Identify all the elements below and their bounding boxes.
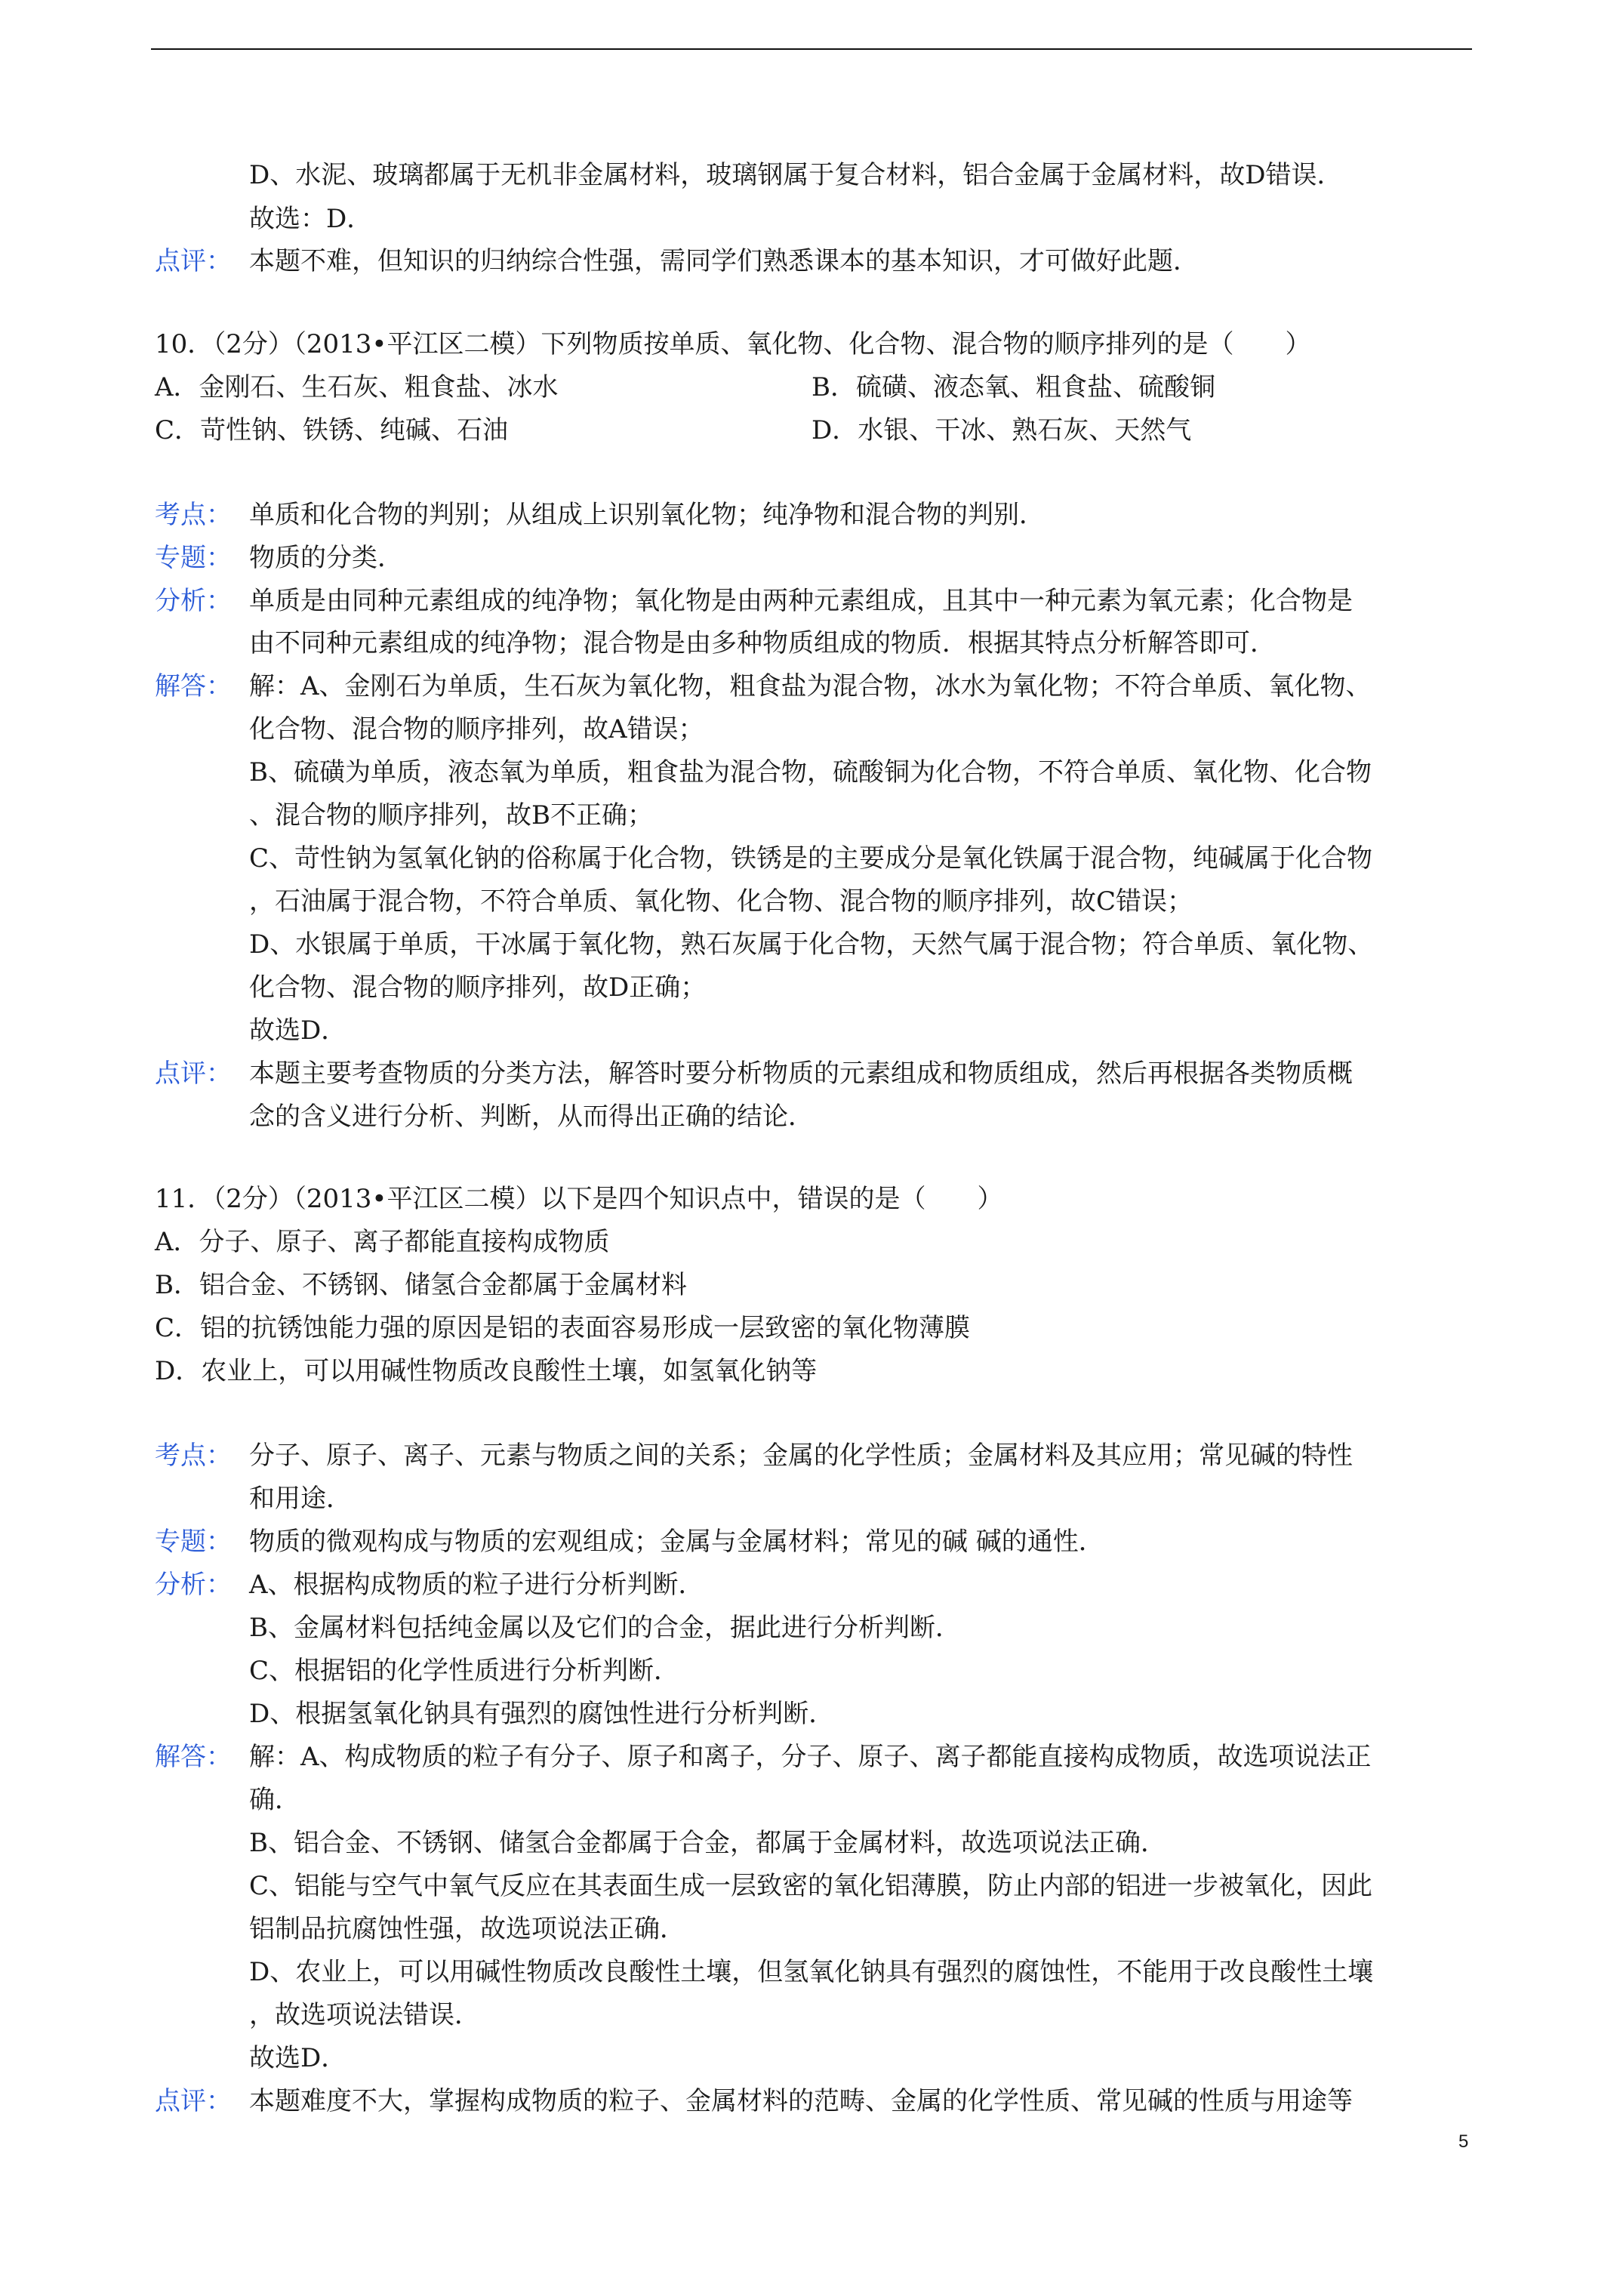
- q9-answer-choice: 故选：D．: [249, 204, 373, 234]
- q11-jieda-line: C、铝能与空气中氧气反应在其表面生成一层致密的氧化铝薄膜，防止内部的铝进一步被氧化，因此: [249, 1871, 1373, 1901]
- q10-zhuanti-text: 物质的分类．: [249, 543, 403, 573]
- q9-answer-line: D、水泥、玻璃都属于无机非金属材料，玻璃钢属于复合材料，铝合金属于金属材料，故D错误．: [249, 160, 1343, 190]
- q10-jieda-line: 故选D．: [249, 1015, 347, 1046]
- q11-jieda-line: 解：A、构成物质的粒子有分子、原子和离子，分子、原子、离子都能直接构成物质，故选项说法正: [249, 1742, 1372, 1772]
- q11-jieda-line: ，故选项说法错误．: [249, 2000, 480, 2030]
- q11-fenxi-label: 分析：: [155, 1570, 232, 1600]
- q11-fenxi-line: A、根据构成物质的粒子进行分析判断．: [249, 1570, 704, 1600]
- q11-zhuanti-text: 物质的微观构成与物质的宏观组成；金属与金属材料；常见的碱 碱的通性．: [249, 1527, 1104, 1557]
- q10-fenxi-line: 由不同种元素组成的纯净物；混合物是由多种物质组成的物质．根据其特点分析解答即可．: [249, 628, 1276, 658]
- q11-kaodian-line: 和用途．: [249, 1484, 352, 1514]
- q10-jieda-line: ，石油属于混合物，不符合单质、氧化物、化合物、混合物的顺序排列，故C错误；: [249, 886, 1193, 917]
- q11-option-d: D．农业上，可以用碱性物质改良酸性土壤，如氢氧化钠等: [155, 1356, 818, 1386]
- q10-option-b: B．硫磺、液态氧、粗食盐、硫酸铜: [812, 372, 1215, 402]
- q11-option-b: B．铝合金、不锈钢、储氢合金都属于金属材料: [155, 1270, 687, 1300]
- q10-stem: 10．（2分）（2013•平江区二模）下列物质按单质、氧化物、化合物、混合物的顺序排列的是（ ）: [155, 329, 1311, 359]
- q10-option-c: C．苛性钠、铁锈、纯碱、石油: [155, 415, 509, 445]
- q10-jieda-line: 化合物、混合物的顺序排列，故A错误；: [249, 714, 704, 744]
- q11-kaodian-label: 考点：: [155, 1441, 232, 1471]
- q10-fenxi-line: 单质是由同种元素组成的纯净物；氧化物是由两种元素组成，且其中一种元素为氧元素；化合物是: [249, 586, 1353, 616]
- q10-dianping-line: 念的含义进行分析、判断，从而得出正确的结论．: [249, 1102, 814, 1132]
- q10-jieda-line: C、苛性钠为氢氧化钠的俗称属于化合物，铁锈是的主要成分是氧化铁属于混合物，纯碱属于化合物: [249, 843, 1373, 874]
- q11-option-a: A．分子、原子、离子都能直接构成物质: [155, 1227, 610, 1257]
- q9-comment-label: 点评：: [155, 246, 232, 276]
- q10-option-d: D．水银、干冰、熟石灰、天然气: [812, 415, 1192, 445]
- q10-jieda-line: B、硫磺为单质，液态氧为单质，粗食盐为混合物，硫酸铜为化合物，不符合单质、氧化物、化合物: [249, 757, 1372, 787]
- q11-fenxi-line: B、金属材料包括纯金属以及它们的合金，据此进行分析判断．: [249, 1613, 961, 1643]
- q10-jieda-line: 解：A、金刚石为单质，生石灰为氧化物，粗食盐为混合物，冰水为氧化物；不符合单质、氧化物、: [249, 671, 1372, 701]
- q10-jieda-line: 化合物、混合物的顺序排列，故D正确；: [249, 972, 707, 1003]
- header-rule: [151, 48, 1472, 50]
- q11-jieda-line: D、农业上，可以用碱性物质改良酸性土壤，但氢氧化钠具有强烈的腐蚀性，不能用于改良酸性土壤: [249, 1957, 1374, 1987]
- q11-zhuanti-label: 专题：: [155, 1527, 232, 1557]
- q10-fenxi-label: 分析：: [155, 586, 232, 616]
- q10-kaodian-label: 考点：: [155, 500, 232, 530]
- q11-dianping-label: 点评：: [155, 2086, 232, 2116]
- q10-dianping-line: 本题主要考查物质的分类方法，解答时要分析物质的元素组成和物质组成，然后再根据各类物质概: [249, 1059, 1353, 1089]
- q10-option-a: A．金刚石、生石灰、粗食盐、冰水: [155, 372, 559, 402]
- q10-dianping-label: 点评：: [155, 1059, 232, 1089]
- q10-jieda-line: D、水银属于单质，干冰属于氧化物，熟石灰属于化合物，天然气属于混合物；符合单质、氧化物、: [249, 929, 1374, 960]
- q11-jieda-line: B、铝合金、不锈钢、储氢合金都属于合金，都属于金属材料，故选项说法正确．: [249, 1828, 1166, 1858]
- q10-jieda-line: 、混合物的顺序排列，故B不正确；: [249, 800, 653, 831]
- q9-comment-text: 本题不难，但知识的归纳综合性强，需同学们熟悉课本的基本知识，才可做好此题．: [249, 246, 1199, 276]
- q10-jieda-label: 解答：: [155, 671, 232, 701]
- q10-kaodian-text: 单质和化合物的判别；从组成上识别氧化物；纯净物和混合物的判别．: [249, 500, 1045, 530]
- q11-stem: 11．（2分）（2013•平江区二模）以下是四个知识点中，错误的是（ ）: [155, 1184, 1003, 1214]
- q11-jieda-label: 解答：: [155, 1742, 232, 1772]
- q11-jieda-line: 铝制品抗腐蚀性强，故选项说法正确．: [249, 1914, 685, 1944]
- q11-jieda-line: 故选D．: [249, 2043, 347, 2073]
- q11-jieda-line: 确．: [249, 1785, 300, 1815]
- q11-option-c: C．铝的抗锈蚀能力强的原因是铝的表面容易形成一层致密的氧化物薄膜: [155, 1313, 971, 1343]
- page-number: 5: [1458, 2131, 1469, 2152]
- q11-fenxi-line: C、根据铝的化学性质进行分析判断．: [249, 1656, 680, 1686]
- q11-fenxi-line: D、根据氢氧化钠具有强烈的腐蚀性进行分析判断．: [249, 1699, 835, 1729]
- q11-kaodian-line: 分子、原子、离子、元素与物质之间的关系；金属的化学性质；金属材料及其应用；常见碱的特性: [249, 1441, 1353, 1471]
- q10-zhuanti-label: 专题：: [155, 543, 232, 573]
- q11-dianping-line: 本题难度不大，掌握构成物质的粒子、金属材料的范畴、金属的化学性质、常见碱的性质与用途等: [249, 2086, 1353, 2116]
